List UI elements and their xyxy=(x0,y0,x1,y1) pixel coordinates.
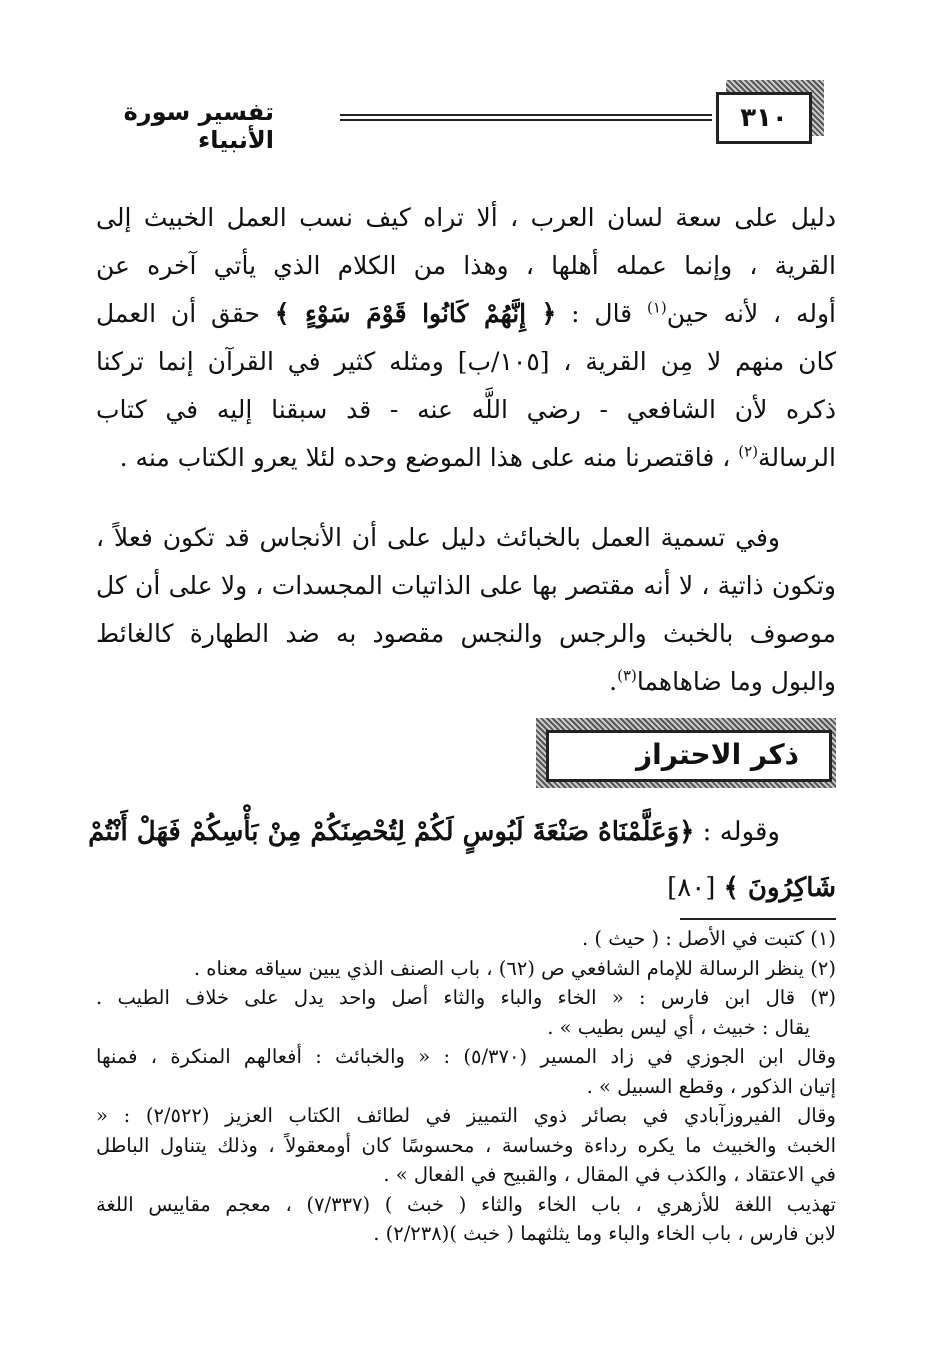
body-line xyxy=(96,658,836,706)
footnote-line: في الاعتقاد ، والكذب في المقال ، والقبيح في الفعال » . xyxy=(383,1163,836,1186)
quran-quote: ﴿وَعَلَّمْنَاهُ صَنْعَةَ لَبُوسٍ لَكُمْ لِتُحْصِنَكُمْ مِنْ بَأْسِكُمْ فَهَلْ أَنْتُمْ xyxy=(88,817,695,847)
footnote-line: تهذيب اللغة للأزهري ، باب الخاء والثاء ( خبث ) (٧/٣٣٧) ، معجم مقاييس اللغة xyxy=(96,1192,836,1216)
body-line: القرية ، وإنما عمله أهلها ، وهذا من الكلام الذي يأتي آخره عن xyxy=(96,251,836,280)
body-line: وفي تسمية العمل بالخبائث دليل على أن الأنجاس قد تكون فعلاً ، xyxy=(96,523,780,552)
quran-quote: ﴿ إِنَّهُمْ كَانُوا قَوْمَ سَوْءٍ ﴾ xyxy=(274,299,557,328)
footnote-line: (٢) ينظر الرسالة للإمام الشافعي ص (٦٢) ، باب الصنف الذي يبين سياقه معناه . xyxy=(193,956,836,980)
paragraph-1 xyxy=(96,194,836,482)
page-number: ٣١٠ xyxy=(716,92,812,144)
footnote-line: لابن فارس ، باب الخاء والباء وما يثلثهما ( خبث )(٢/٢٣٨) . xyxy=(373,1222,836,1245)
body-line xyxy=(96,290,836,338)
footnote-line: يقال : خبيث ، أي ليس بطيب » . xyxy=(547,1015,810,1039)
footnote-line: وقال ابن الجوزي في زاد المسير (٥/٣٧٠) : « والخبائث : أفعالهم المنكرة ، فمنها xyxy=(96,1045,836,1068)
body-line: وتكون ذاتية ، لا أنه مقتصر بها على الذاتيات المجسدات ، ولا على أن كل xyxy=(96,571,836,600)
body-line: كان منهم لا مِن القرية ، [١٠٥/ب] ومثله كثير في القرآن إنما تركنا xyxy=(96,347,836,376)
running-header-title: تفسير سورة الأنبياء xyxy=(123,98,274,154)
footnote-ref-1[interactable]: (١) xyxy=(646,298,667,317)
verse-number: [٨٠] xyxy=(667,873,724,903)
footnote-line: (٣) قال ابن فارس : « الخاء والباء والثاء أصل واحد يدل على خلاف الطيب . xyxy=(96,986,836,1009)
header-rule xyxy=(340,112,712,126)
footnotes xyxy=(96,924,836,1249)
footnote-line: (١) كتبت في الأصل : ( حيث ) . xyxy=(582,927,836,950)
footnote-line: وقال الفيروزآبادي في بصائر ذوي التمييز في لطائف الكتاب العزيز (٢/٥٢٢) : « xyxy=(96,1104,836,1127)
text-run: والبول وما ضاهاهما xyxy=(636,667,836,696)
body-line xyxy=(96,434,836,482)
verse-block xyxy=(88,804,836,916)
footnote-line: إتيان الذكور ، وقطع السبيل » . xyxy=(586,1074,836,1098)
text-run: . xyxy=(609,667,618,696)
footnote-ref-2[interactable]: (٢) xyxy=(738,442,759,461)
text-run: أوله ، لأنه حين xyxy=(666,299,836,328)
body-line: موصوف بالخبث والرجس والنجس مقصود به ضد الطهارة كالغائط xyxy=(96,619,836,648)
body-line: ذكره لأن الشافعي - رضي اللَّه عنه - قد سبقنا إليه في كتاب xyxy=(96,395,836,424)
footnote-line: الخبث والخبيث ما يكره رداءة وخساسة ، محسوسًا كان أومعقولاً ، وذلك يتناول الباطل xyxy=(96,1133,836,1157)
paragraph-2 xyxy=(96,514,836,706)
verse-line xyxy=(88,804,836,860)
quran-quote: شَاكِرُونَ ﴾ xyxy=(723,873,836,903)
verse-line xyxy=(96,860,836,916)
footnote-separator xyxy=(680,918,836,920)
verse-intro: وقوله : xyxy=(694,817,780,847)
text-run: الرسالة xyxy=(758,443,836,472)
text-run: حقق أن العمل xyxy=(96,299,275,328)
body-line: دليل على سعة لسان العرب ، ألا تراه كيف نسب العمل الخبيث إلى xyxy=(96,203,836,232)
footnote-ref-3[interactable]: (٣) xyxy=(617,666,637,685)
section-heading: ذكر الاحتراز xyxy=(546,730,832,782)
text-run: قال : xyxy=(556,299,647,328)
text-run: ، فاقتصرنا منه على هذا الموضع وحده لئلا يعرو الكتاب منه . xyxy=(119,443,739,472)
